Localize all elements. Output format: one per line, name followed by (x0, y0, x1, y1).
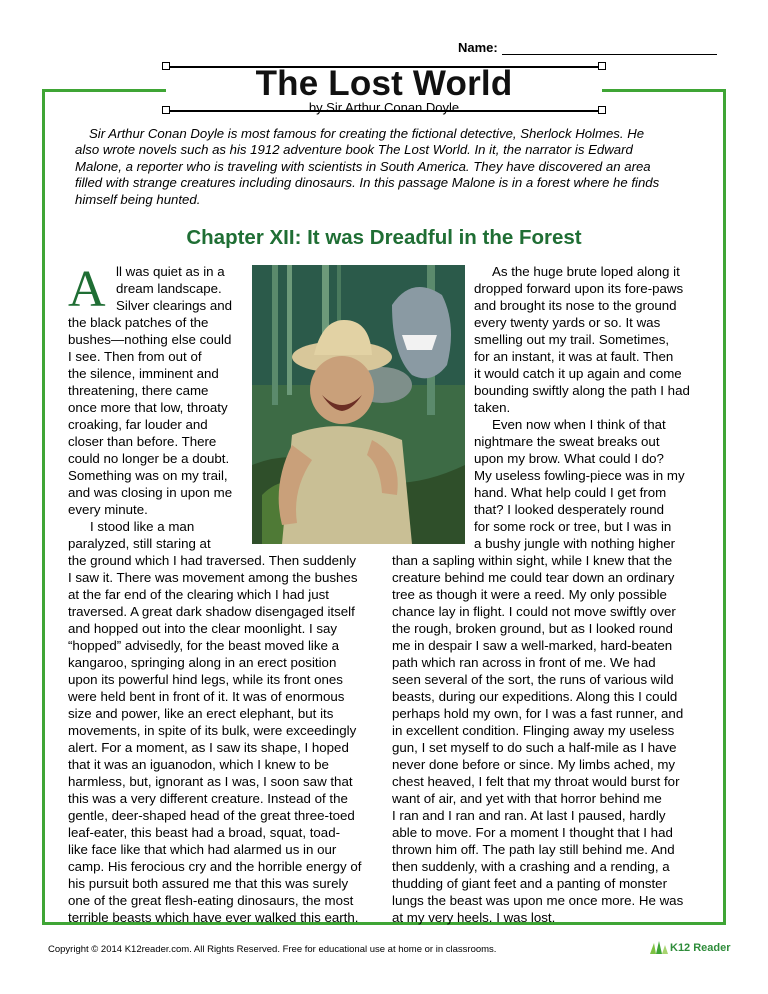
text-line: perhaps hold my own, for I was a fast runner, and (392, 706, 684, 721)
text-line: the ground which I had traversed. Then suddenly (68, 553, 357, 568)
intro-line: filled with strange creatures including dinosaurs. In this passage Malone is in a forest where he finds (75, 175, 660, 191)
text-line: every minute. (68, 502, 148, 517)
text-line: this was a very different creature. Instead of the (68, 791, 348, 806)
text-line: closer than before. There (68, 434, 217, 449)
text-line: that it was an iguanodon, which I knew to be (68, 757, 329, 772)
text-line: the black patches of the (68, 315, 209, 330)
text-line: every twenty yards or so. It was (474, 315, 661, 330)
text-line: threatening, there came (68, 383, 209, 398)
text-line: me in despair I saw a well-marked, hard-beaten (392, 638, 673, 653)
text-line: one of the great flesh-eating dinosaurs, the most (68, 893, 354, 908)
text-line: at the far end of the clearing which I had just (68, 587, 329, 602)
page-title: The Lost World (255, 64, 513, 103)
text-line: croaking, far louder and (68, 417, 208, 432)
text-line: once more that low, throaty (68, 400, 228, 415)
intro-line: Malone, a reporter who is traveling with scientists in South America. They have discovered an area (75, 158, 651, 174)
text-line: paralyzed, still staring at (68, 536, 211, 551)
text-line: taken. (474, 400, 511, 415)
name-blank-line[interactable] (502, 42, 717, 55)
text-line: for some rock or tree, but I was in (474, 519, 672, 534)
name-label: Name: (458, 40, 498, 55)
text-line: hand. What help could I get from (474, 485, 667, 500)
k12reader-logo (648, 940, 731, 956)
text-line: for an instant, it was at fault. Then (474, 349, 674, 364)
text-line: Silver clearings and (116, 298, 233, 313)
text-line: path which ran across in front of me. We had (392, 655, 656, 670)
text-line: As the huge brute loped along it (492, 264, 680, 279)
chapter-heading: Chapter XII: It was Dreadful in the Forest (186, 226, 582, 249)
text-line: like face like that which had alarmed us in our (68, 842, 337, 857)
book-leaves-icon (648, 940, 670, 956)
drop-cap: A (68, 261, 106, 318)
text-line: leaf-eater, this beast had a broad, squat, toad- (68, 825, 341, 840)
text-line: I ran and I ran and ran. At last I paused, hardly (392, 808, 666, 823)
text-line: thrown him off. The path lay still behind me. And (392, 842, 675, 857)
text-line: My useless fowling-piece was in my (474, 468, 685, 483)
text-line: it would catch it up again and come (474, 366, 682, 381)
text-line: than a sapling within sight, while I knew that the (392, 553, 673, 568)
intro-line: also wrote novels such as his 1912 adventure book The Lost World. In it, the narrator is Edward (75, 142, 633, 158)
story-left-column (68, 263, 380, 926)
text-line: kangaroo, springing along in an erect position (68, 655, 337, 670)
intro-line: himself being hunted. (75, 191, 201, 207)
text-line: creature behind me could tear down an ordinary (392, 570, 675, 585)
title-banner (166, 64, 602, 115)
text-line: then suddenly, with a crashing and a rending, a (392, 859, 670, 874)
text-line: the silence, imminent and (68, 366, 219, 381)
text-line: that? I looked desperately round (474, 502, 664, 517)
byline: by Sir Arthur Conan Doyle (308, 100, 460, 115)
text-line: camp. His ferocious cry and the horrible energy of (68, 859, 362, 874)
text-line: terrible beasts which have ever walked this earth. (68, 910, 359, 925)
text-line: smelling out my trail. Sometimes, (474, 332, 670, 347)
name-field[interactable] (458, 40, 717, 55)
text-line: lungs the beast was upon me once more. He was (392, 893, 684, 908)
text-line: at my very heels. I was lost. (392, 910, 556, 925)
text-line: movements, in spite of its bulk, were exceedingly (68, 723, 357, 738)
text-line: Even now when I think of that (492, 417, 666, 432)
text-line: gentle, deer-shaped head of the great three-toed (68, 808, 355, 823)
text-line: and was closing in upon me (68, 485, 233, 500)
logo-text: K12 Reader (670, 942, 731, 954)
text-line: alert. For a moment, as I saw its shape, I hoped (68, 740, 349, 755)
text-line: thudding of giant feet and a panting of monster (392, 876, 668, 891)
text-line: chest heaved, I felt that my throat would burst for (392, 774, 680, 789)
text-line: bounding swiftly along the path I had (474, 383, 690, 398)
text-line: his pursuit both assured me that this was surely (68, 876, 349, 891)
intro-paragraph (75, 126, 695, 208)
text-line: never done before or since. My limbs ached, my (392, 757, 676, 772)
text-line: a bushy jungle with nothing higher (474, 536, 676, 551)
text-line: I saw it. There was movement among the bushes (68, 570, 358, 585)
text-line: in excellent condition. Flinging away my useless (392, 723, 675, 738)
copyright-footer: Copyright © 2014 K12reader.com. All Rights Reserved. Free for educational use at home or in classrooms. (48, 944, 497, 955)
text-line: harmless, but, ignorant as I was, I soon saw that (68, 774, 353, 789)
text-line: bushes—nothing else could (68, 332, 232, 347)
text-line: the rough, broken ground, but as I looked round (392, 621, 673, 636)
intro-line: Sir Arthur Conan Doyle is most famous for creating the fictional detective, Sherlock Holmes. He (89, 126, 645, 141)
text-line: want of air, and yet with that horror behind me (392, 791, 662, 806)
text-line: dropped forward upon its fore-paws (474, 281, 684, 296)
text-line: traversed. A great dark shadow disengaged itself (68, 604, 355, 619)
text-line: “hopped” advisedly, for the beast moved like a (68, 638, 340, 653)
text-line: dream landscape. (116, 281, 222, 296)
text-line: could no longer be a doubt. (68, 451, 230, 466)
text-line: nightmare the sweat breaks out (474, 434, 660, 449)
text-line: seen several of the sort, the runs of various wild (392, 672, 674, 687)
text-line: ll was quiet as in a (116, 264, 225, 279)
text-line: I see. Then from out of (68, 349, 202, 364)
text-line: and hopped out into the clear moonlight. I say (68, 621, 338, 636)
text-line: upon its powerful hind legs, while its front ones (68, 672, 343, 687)
text-line: able to move. For a moment I thought that I had (392, 825, 673, 840)
text-line: chance lay in flight. I could not move swiftly over (392, 604, 676, 619)
text-line: Something was on my trail, (68, 468, 228, 483)
text-line: upon my brow. What could I do? (474, 451, 664, 466)
text-line: were held bent in front of it. It was of enormous (68, 689, 345, 704)
text-line: and brought its nose to the ground (474, 298, 677, 313)
text-line: beasts, during our expeditions. Along this I could (392, 689, 678, 704)
text-line: gun, I set myself to do such a half-mile as I have (392, 740, 677, 755)
text-line: size and power, like an erect elephant, but its (68, 706, 334, 721)
story-right-column-top (470, 263, 697, 552)
story-right-column-bottom (392, 552, 702, 926)
text-line: I stood like a man (90, 519, 195, 534)
text-line: tree as though it were a reed. My only possible (392, 587, 667, 602)
